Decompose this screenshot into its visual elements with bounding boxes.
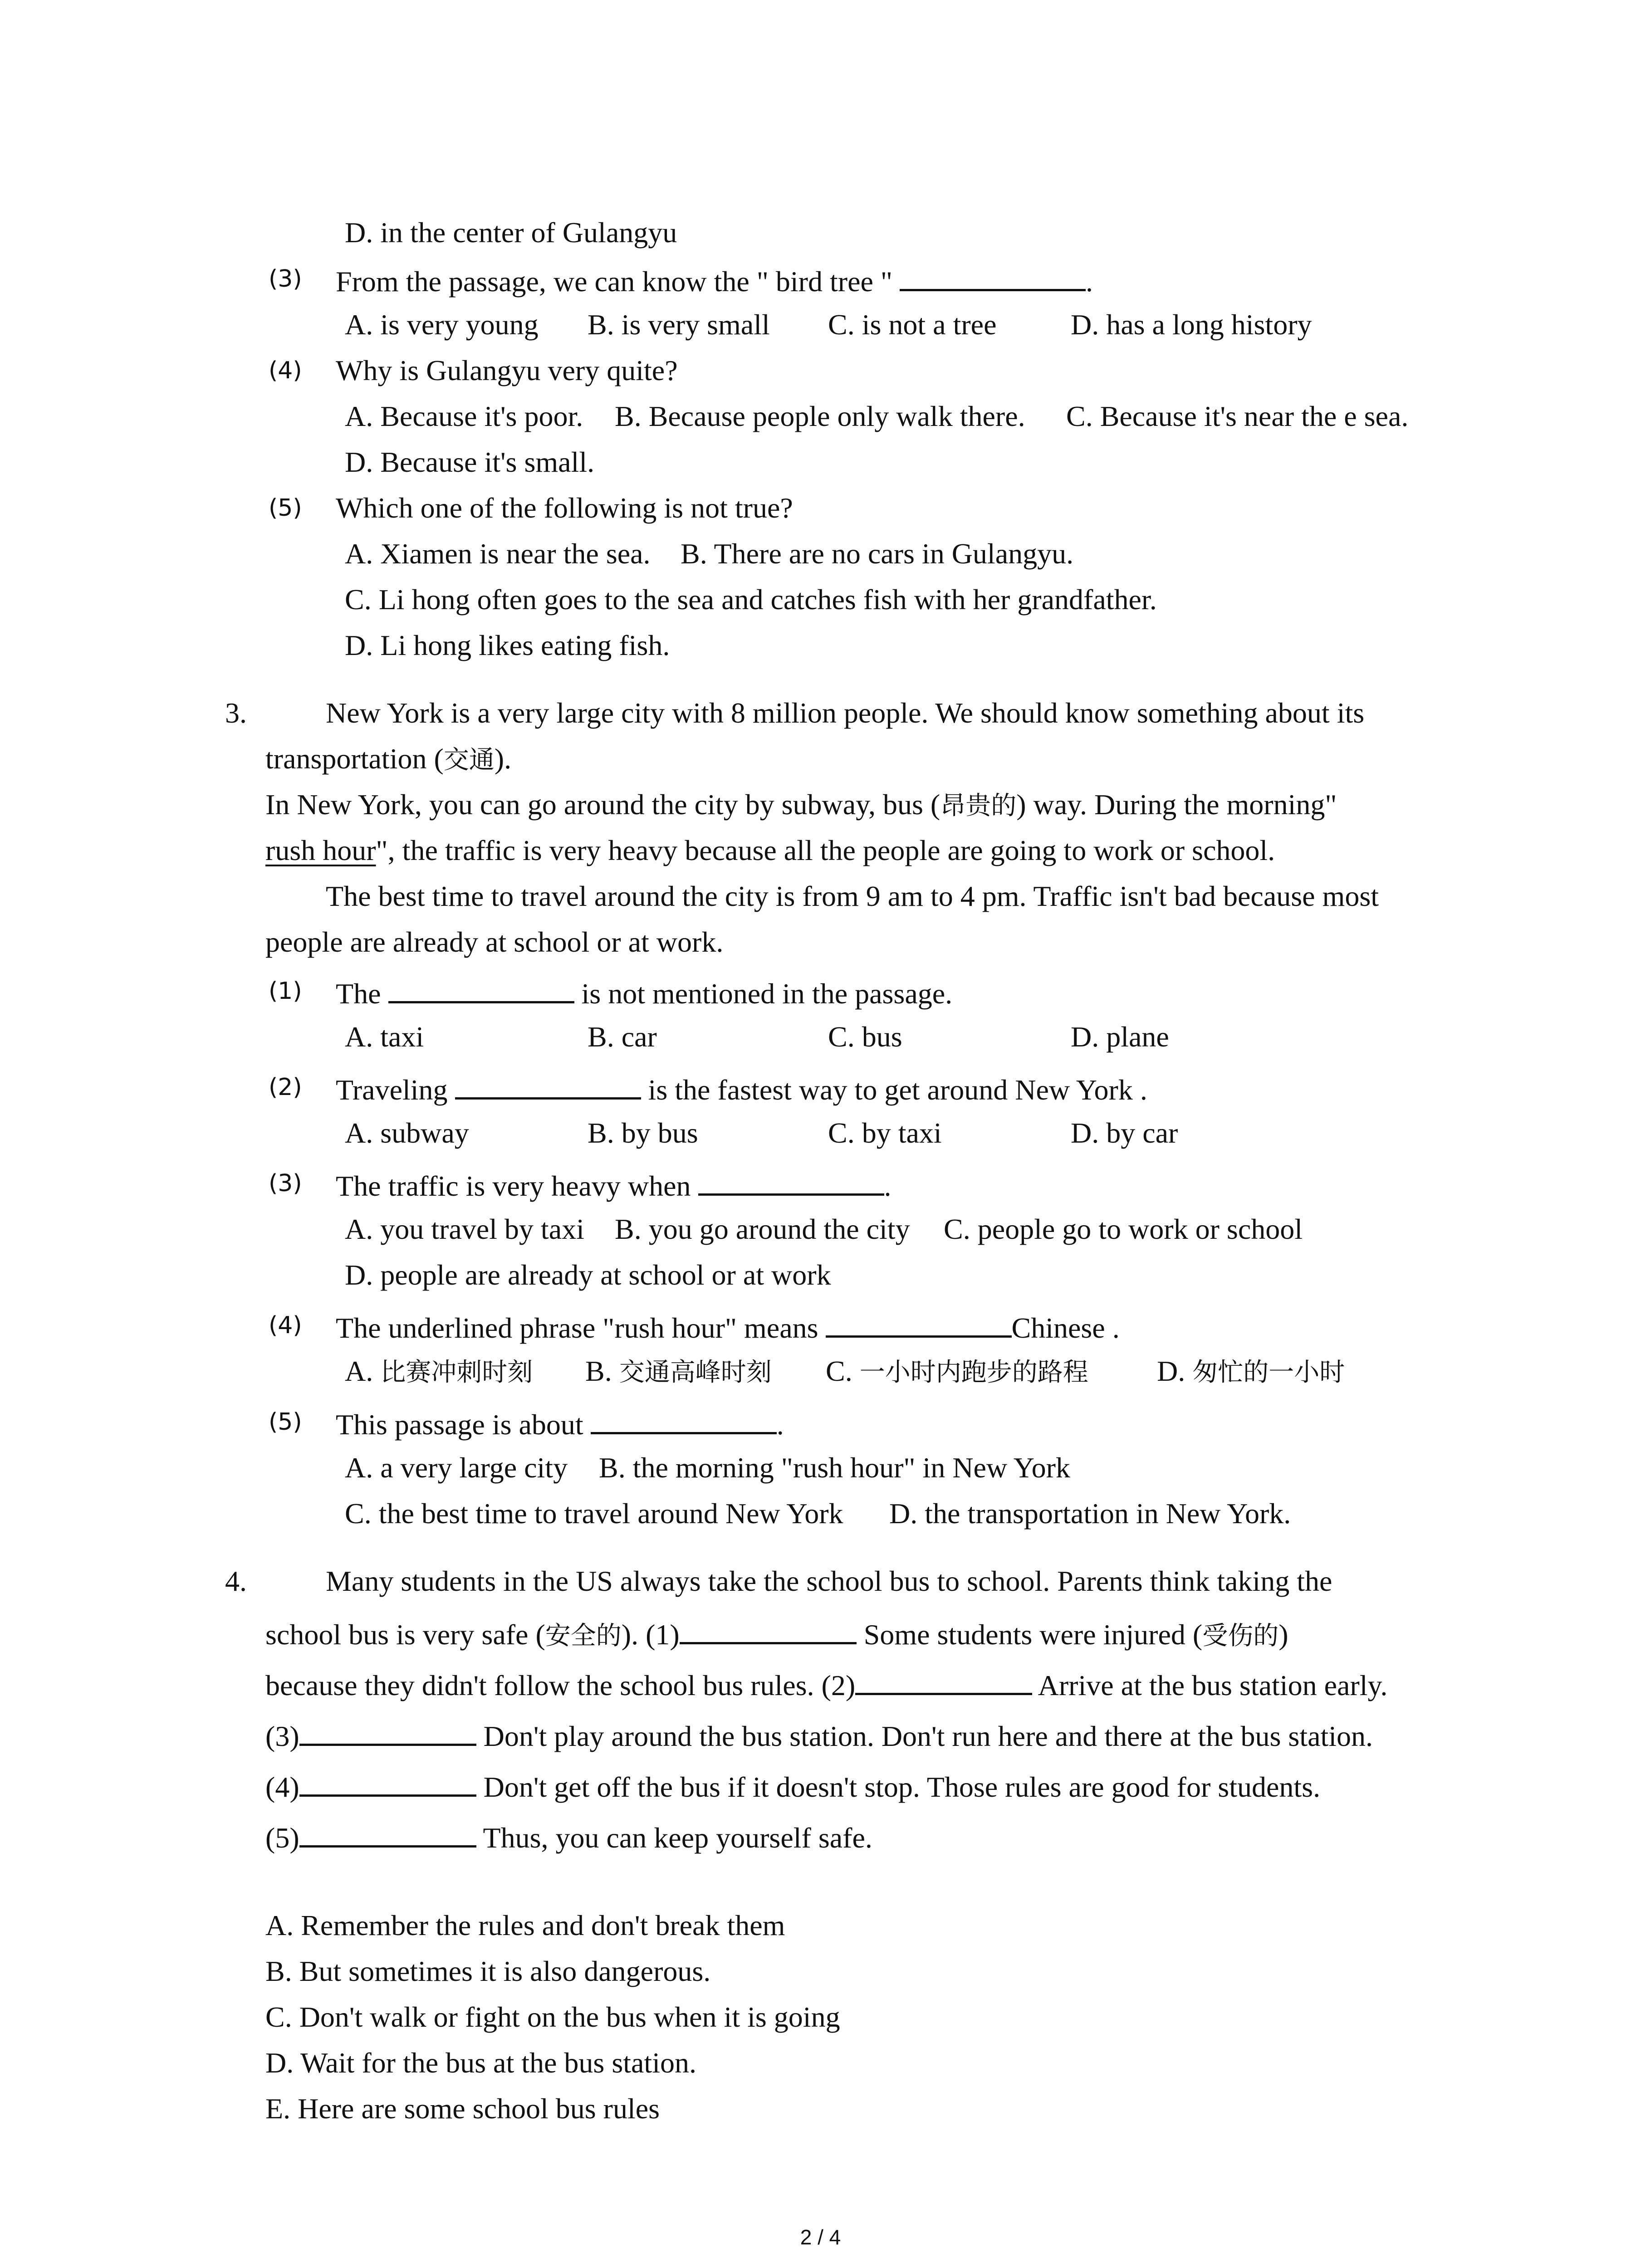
s4-line4: (3) Don't play around the bus station. Don't run here and there at the bus station. xyxy=(265,1716,1373,1752)
s3-q5-option-b: B. the morning "rush hour" in New York xyxy=(599,1452,1070,1484)
s3-para1-line2: transportation (交通). xyxy=(265,743,512,775)
q2-4-stem: Why is Gulangyu very quite? xyxy=(336,354,678,386)
q2-4-option-a: A. Because it's poor. xyxy=(345,400,583,432)
s4-choice-d: D. Wait for the bus at the bus station. xyxy=(265,2047,696,2079)
answer-blank-4 xyxy=(299,1766,476,1797)
s3-q4-option-b: B. 交通高峰时刻 xyxy=(585,1355,772,1387)
s3-q3-number: (3) xyxy=(269,1170,302,1197)
s3-q1-stem: The is not mentioned in the passage. xyxy=(336,973,952,1009)
q2-3-number: (3) xyxy=(269,265,302,293)
s3-q2-option-a: A. subway xyxy=(345,1117,469,1149)
s3-para3-line1: The best time to travel around the city is from 9 am to 4 pm. Traffic isn't bad because most xyxy=(326,880,1379,912)
s3-q2-option-d: D. by car xyxy=(1071,1117,1178,1149)
s3-q2-stem: Traveling is the fastest way to get around New York . xyxy=(336,1069,1147,1105)
s3-q4-option-a: A. 比赛冲刺时刻 xyxy=(345,1355,533,1387)
s3-q4-number: (4) xyxy=(269,1312,302,1339)
answer-blank xyxy=(698,1165,884,1196)
s3-q5-number: (5) xyxy=(269,1408,302,1436)
q2-5-stem: Which one of the following is not true? xyxy=(336,492,793,524)
s3-para2-line2: rush hour", the traffic is very heavy because all the people are going to work or school. xyxy=(265,834,1275,866)
s3-q3-option-b: B. you go around the city xyxy=(615,1213,910,1245)
s4-line1: Many students in the US always take the school bus to school. Parents think taking the xyxy=(326,1565,1332,1597)
s3-q1-number: (1) xyxy=(269,978,302,1005)
q2-5-option-d: D. Li hong likes eating fish. xyxy=(345,629,670,661)
q2-5-option-b: B. There are no cars in Gulangyu. xyxy=(681,538,1074,570)
s4-line6: (5) Thus, you can keep yourself safe. xyxy=(265,1817,872,1853)
q2-4-option-d: D. Because it's small. xyxy=(345,446,595,478)
q2-3-option-a: A. is very young xyxy=(345,308,539,341)
q2-5-option-c: C. Li hong often goes to the sea and catches fish with her grandfather. xyxy=(345,583,1157,616)
s4-choice-e: E. Here are some school bus rules xyxy=(265,2092,660,2125)
s4-choice-a: A. Remember the rules and don't break them xyxy=(265,1909,785,1941)
answer-blank-2 xyxy=(855,1665,1032,1695)
q2-1-option-d: D. in the center of Gulangyu xyxy=(345,216,677,249)
q2-4-option-b: B. Because people only walk there. xyxy=(615,400,1025,432)
q2-3-option-c: C. is not a tree xyxy=(828,308,997,341)
s4-line3: because they didn't follow the school bus rules. (2) Arrive at the bus station early. xyxy=(265,1665,1387,1701)
page-number: 2 / 4 xyxy=(800,2225,841,2249)
s3-q5-option-c: C. the best time to travel around New York xyxy=(345,1497,843,1530)
answer-blank-3 xyxy=(299,1716,476,1746)
underlined-rush-hour: rush hour xyxy=(265,834,376,866)
s4-line5: (4) Don't get off the bus if it doesn't stop. Those rules are good for students. xyxy=(265,1766,1320,1803)
q2-5-option-a: A. Xiamen is near the sea. xyxy=(345,538,651,570)
s3-q4-stem: The underlined phrase "rush hour" means Chinese . xyxy=(336,1307,1120,1344)
s3-q2-option-c: C. by taxi xyxy=(828,1117,942,1149)
s3-q4-option-d: D. 匆忙的一小时 xyxy=(1157,1355,1345,1387)
q2-3-option-d: D. has a long history xyxy=(1071,308,1312,341)
q2-5-number: (5) xyxy=(269,494,302,522)
s3-q5-option-d: D. the transportation in New York. xyxy=(889,1497,1291,1530)
s3-q3-stem: The traffic is very heavy when . xyxy=(336,1165,892,1202)
q2-4-number: (4) xyxy=(269,357,302,384)
s3-para1-line1: New York is a very large city with 8 million people. We should know something about its xyxy=(326,697,1365,729)
answer-blank xyxy=(388,973,574,1003)
s3-q2-number: (2) xyxy=(269,1074,302,1101)
s3-q1-option-b: B. car xyxy=(588,1021,657,1053)
s3-q5-option-a: A. a very large city xyxy=(345,1452,568,1484)
s3-q5-stem: This passage is about . xyxy=(336,1404,784,1440)
s3-q3-option-a: A. you travel by taxi xyxy=(345,1213,584,1245)
answer-blank-5 xyxy=(299,1817,476,1848)
answer-blank xyxy=(900,261,1086,291)
s3-para2-line1: In New York, you can go around the city by subway, bus (昂贵的) way. During the morning" xyxy=(265,788,1337,821)
s4-choice-b: B. But sometimes it is also dangerous. xyxy=(265,1955,711,1987)
s3-para3-line2: people are already at school or at work. xyxy=(265,926,724,958)
s3-q2-option-b: B. by bus xyxy=(588,1117,698,1149)
answer-blank xyxy=(591,1404,777,1434)
answer-blank xyxy=(826,1307,1012,1338)
s4-line2: school bus is very safe (安全的). (1) Some students were injured (受伤的) xyxy=(265,1614,1288,1650)
answer-blank xyxy=(455,1069,641,1100)
q2-3-option-b: B. is very small xyxy=(588,308,770,341)
s3-q1-option-c: C. bus xyxy=(828,1021,902,1053)
q2-3-stem: From the passage, we can know the " bird tree " . xyxy=(336,261,1093,297)
s3-q4-option-c: C. 一小时内跑步的路程 xyxy=(826,1355,1088,1387)
s3-q1-option-a: A. taxi xyxy=(345,1021,424,1053)
answer-blank-1 xyxy=(680,1614,857,1644)
s3-q3-option-c: C. people go to work or school xyxy=(944,1213,1303,1245)
s4-choice-c: C. Don't walk or fight on the bus when it is going xyxy=(265,2001,840,2033)
section-4-number: 4. xyxy=(225,1565,247,1597)
section-3-number: 3. xyxy=(225,697,247,729)
s3-q3-option-d: D. people are already at school or at work xyxy=(345,1259,831,1291)
q2-4-option-c: C. Because it's near the e sea. xyxy=(1066,400,1409,432)
s3-q1-option-d: D. plane xyxy=(1071,1021,1169,1053)
